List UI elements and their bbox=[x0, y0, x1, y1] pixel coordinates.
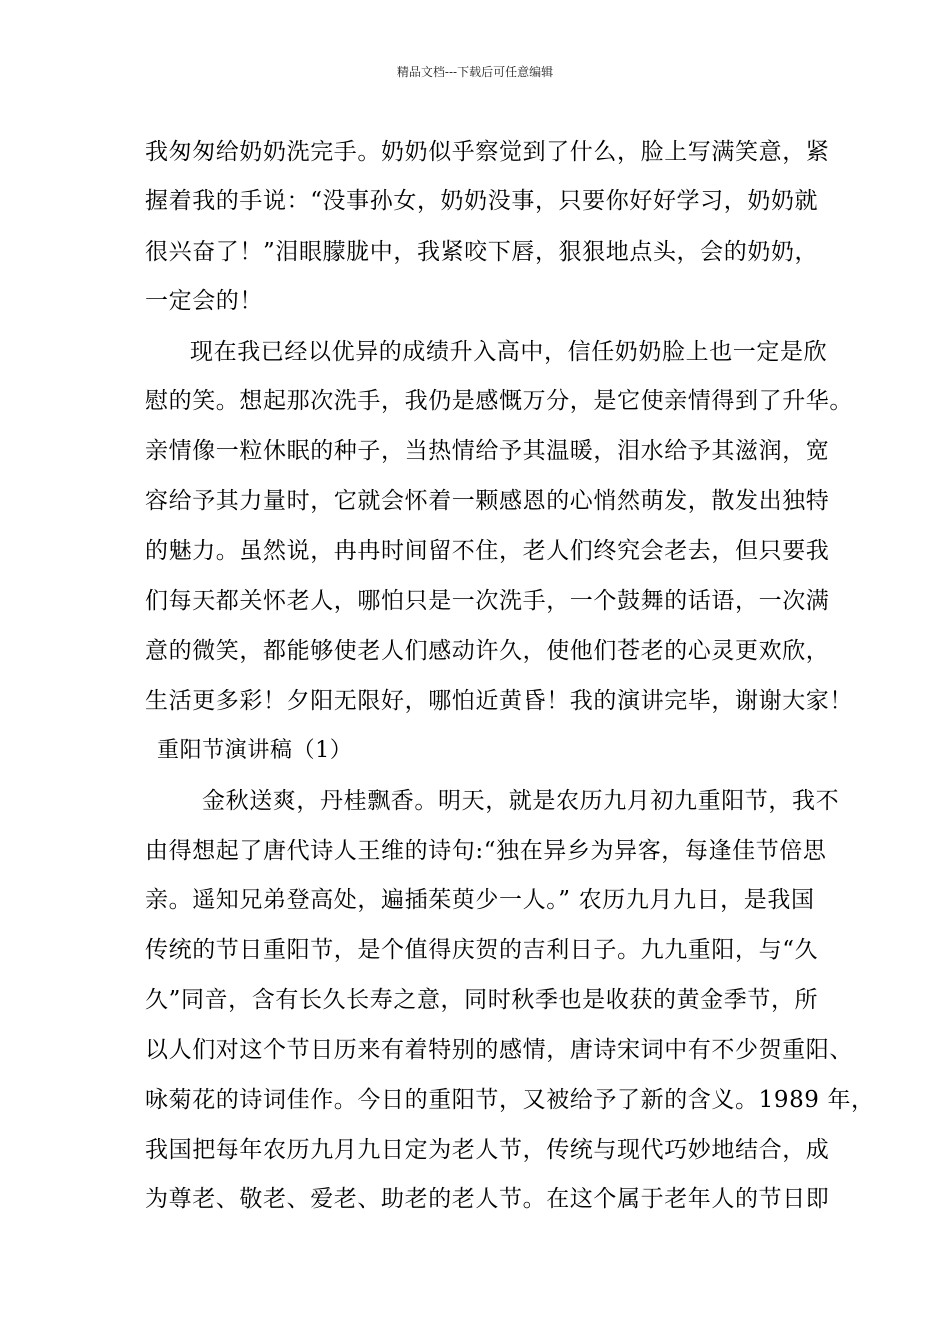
paragraph-line: 传统的节日重阳节，是个值得庆贺的吉利日子。九九重阳，与“久 bbox=[145, 937, 819, 963]
paragraph-line: 意的微笑，都能够使老人们感动许久，使他们苍老的心灵更欢欣， bbox=[145, 638, 830, 664]
paragraph-line: 现在我已经以优异的成绩升入高中，信任奶奶脸上也一定是欣 bbox=[190, 339, 828, 365]
paragraph-line: 为尊老、敬老、爱老、助老的老人节。在这个属于老年人的节日即 bbox=[145, 1186, 830, 1212]
paragraph-line: 容给予其力量时，它就会怀着一颗感恩的心悄然萌发，散发出独特 bbox=[145, 488, 830, 514]
paragraph-line: 生活更多彩！夕阳无限好，哪怕近黄昏！我的演讲完毕，谢谢大家！ bbox=[145, 688, 853, 714]
paragraph-line: 握着我的手说：“没事孙女，奶奶没事，只要你好好学习，奶奶就 bbox=[145, 188, 819, 214]
paragraph-line: 我国把每年农历九月九日定为老人节，传统与现代巧妙地结合，成 bbox=[145, 1137, 830, 1163]
paragraph-line: 亲。遥知兄弟登高处，遍插茱萸少一人。” 农历九月九日，是我国 bbox=[145, 887, 815, 913]
paragraph-line: 慰的笑。想起那次洗手，我仍是感慨万分，是它使亲情得到了升华。 bbox=[145, 388, 853, 414]
paragraph-line: 久”同音，含有长久长寿之意，同时秋季也是收获的黄金季节，所 bbox=[145, 987, 819, 1013]
paragraph-line: 一定会的！ bbox=[145, 288, 263, 314]
paragraph-line: 咏菊花的诗词佳作。今日的重阳节，又被给予了新的含义。1989 年， bbox=[145, 1087, 875, 1113]
paragraph-line: 以人们对这个节日历来有着特别的感情，唐诗宋词中有不少贺重阳、 bbox=[145, 1037, 853, 1063]
paragraph-line: 们每天都关怀老人，哪怕只是一次洗手，一个鼓舞的话语，一次满 bbox=[145, 588, 830, 614]
paragraph-line: 亲情像一粒休眠的种子，当热情给予其温暖，泪水给予其滋润，宽 bbox=[145, 438, 830, 464]
section-title: 重阳节演讲稿（1） bbox=[157, 738, 353, 763]
page-header: 精品文档---下载后可任意编辑 bbox=[396, 65, 554, 79]
paragraph-line: 由得想起了唐代诗人王维的诗句:“独在异乡为异客，每逢佳节倍思 bbox=[145, 838, 827, 864]
paragraph-line: 我匆匆给奶奶洗完手。奶奶似乎察觉到了什么，脸上写满笑意，紧 bbox=[145, 139, 830, 165]
paragraph-line: 的魅力。虽然说，冉冉时间留不住，老人们终究会老去，但只要我 bbox=[145, 538, 830, 564]
paragraph-line: 很兴奋了！”泪眼朦胧中，我紧咬下唇，狠狠地点头，会的奶奶， bbox=[145, 239, 819, 265]
paragraph-line: 金秋送爽，丹桂飘香。明天，就是农历九月初九重阳节，我不 bbox=[202, 788, 840, 814]
